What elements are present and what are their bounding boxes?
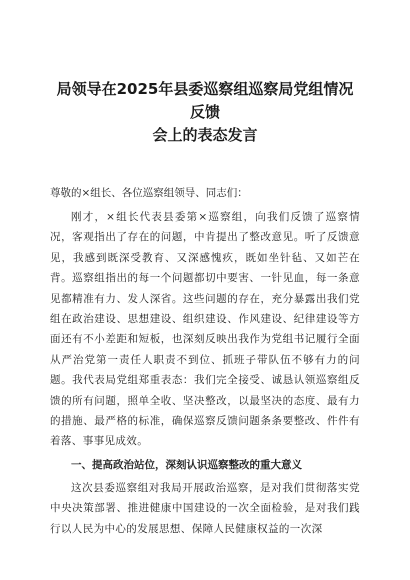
title-line-2: 会上的表态发言 (152, 126, 258, 144)
document-title (50, 78, 360, 147)
body-paragraph-2: 这次县委巡察组对我局开展政治巡察，是对我们贯彻落实党中央决策部署、推进健康中国建设的一次全面检验，是对我们践行以人民为中心的发展思想、保障人民健康权益的一次深 (50, 481, 360, 535)
section-heading-1: 一、提高政治站位，深刻认识巡察整改的重大意义 (71, 458, 302, 471)
salutation: 尊敬的×组长、各位巡察组领导、同志们： (50, 187, 248, 199)
title-line-1: 局领导在2025年县委巡察组巡察局党组情况反馈 (56, 80, 354, 121)
body-paragraph-1: 刚才，×组长代表县委第×巡察组，向我们反馈了巡察情况，客观指出了存在的问题，中肯提出了整改意见。听了反馈意见，我感到既深受教育、又深感愧疚，既如坐针毡、又如芒在背。巡察组指出的每一个问题都切中要害、一针见血，每一条意见都精准有力、发人深省。这些问题的存在，充分暴露出我们党组在政治建设、思想建设、组织建设、作风建设、纪律建设等方面还有不小差距和短板，也深刻反映出我作为党组书记履行全面从严治党第一责任人职责不到位、抓班子带队伍不够有力的问题。我代表局党组郑重表态：我们完全接受、诚恳认领巡察组反馈的所有问题，照单全收、坚决整改，以最坚决的态度、最有力的措施、最严格的标准，确保巡察反馈问题条条要整改、件件有着落、事事见成效。 (50, 211, 360, 448)
